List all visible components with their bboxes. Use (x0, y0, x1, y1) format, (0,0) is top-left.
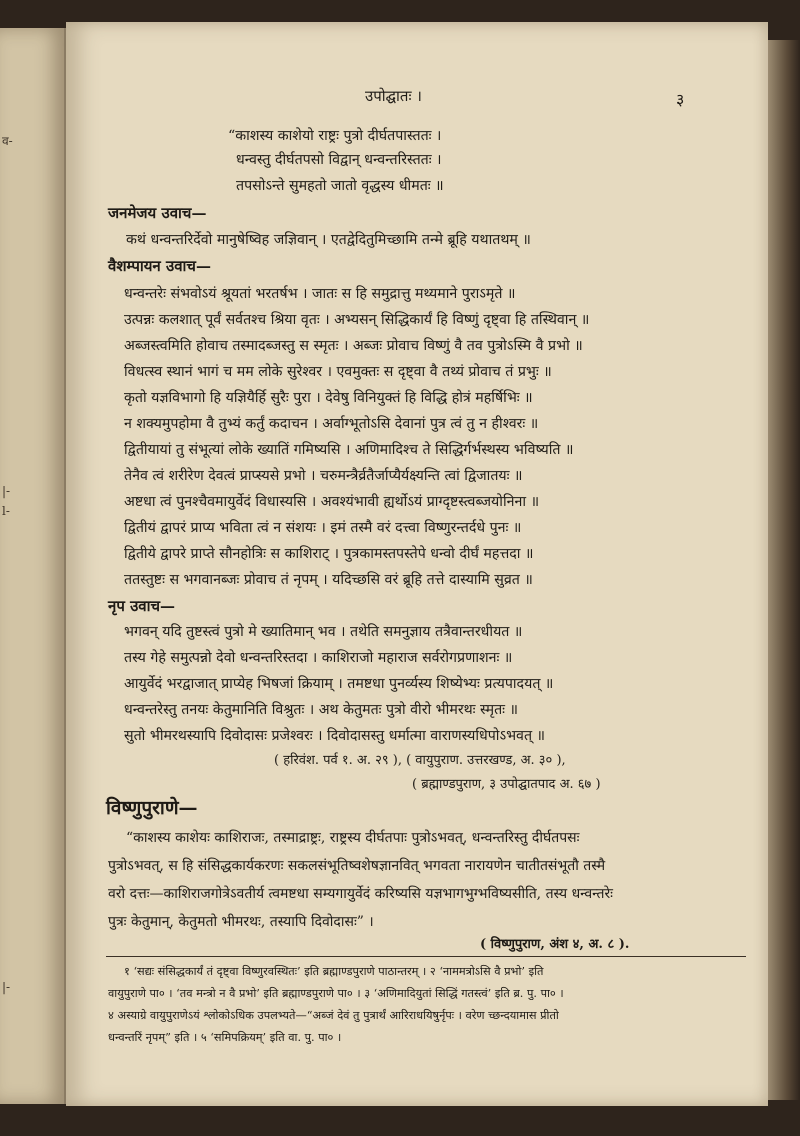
page-fore-edge (768, 40, 800, 1100)
speaker-heading: जनमेजय उवाच— (108, 204, 207, 222)
verse-line: आयुर्वेदं भरद्वाजात् प्राप्येह भिषजां क्रियाम् । तमष्टधा पुनर्व्यस्य शिष्येभ्यः प्रत्यपादयत् ॥ (124, 676, 554, 692)
verse-line: भगवन् यदि तुष्टस्त्वं पुत्रो मे ख्यातिमान् भव । तथेति समनुज्ञाय तत्रैवान्तरधीयत ॥ (124, 624, 523, 640)
margin-mark: |- (2, 980, 11, 994)
verse-line: अष्टधा त्वं पुनश्चैवमायुर्वेदं विधास्यसि । अवश्यंभावी ह्यर्थोऽयं प्राग्दृष्टस्त्वब्जयोनिना ॥ (124, 494, 540, 510)
prose-line: “काशस्य काशेयः काशिराजः, तस्माद्राष्ट्रः, राष्ट्रस्य दीर्घतपाः पुत्रोऽभवत्, धन्वन्तरिस्तु दीर्घतपसः (126, 830, 580, 846)
verse-line: धन्वन्तरेस्तु तनयः केतुमानिति विश्रुतः । अथ केतुमतः पुत्रो वीरो भीमरथः स्मृतः ॥ (124, 702, 519, 718)
verse-line: ततस्तुष्टः स भगवानब्जः प्रोवाच तं नृपम् । यदिच्छसि वरं ब्रूहि तत्ते दास्यामि सुव्रत ॥ (124, 572, 533, 588)
verse-line: धन्वस्तु दीर्घतपसो विद्वान् धन्वन्तरिस्ततः । (236, 152, 442, 168)
verse-line: तस्य गेहे समुत्पन्नो देवो धन्वन्तरिस्तदा । काशिराजो महाराज सर्वरोगप्रणाशनः ॥ (124, 650, 513, 666)
verse-line: द्वितीयायां तु संभूत्यां लोके ख्यातिं गमिष्यसि । अणिमादिश्च ते सिद्धिर्गर्भस्थस्य भविष्यति ॥ (124, 442, 574, 458)
citation: ( विष्णुपुराण, अंश ४, अ. ८ ). (480, 937, 630, 952)
margin-mark: व- (2, 134, 13, 148)
verse-line: “काशस्य काशेयो राष्ट्रः पुत्रो दीर्घतपास्ततः । (228, 128, 442, 144)
citation: ( हरिवंश. पर्व १. अ. २९ ), ( वायुपुराण. उत्तरखण्ड, अ. ३० ), (274, 753, 566, 768)
footnote-divider (106, 956, 746, 957)
verse-line: कथं धन्वन्तरिर्देवो मानुषेष्विह जज्ञिवान् । एतद्वेदितुमिच्छामि तन्मे ब्रूहि यथातथम् ॥ (126, 232, 531, 248)
verse-line: विधत्स्व स्थानं भागं च मम लोके सुरेश्वर । एवमुक्तः स दृष्ट्वा वै तथ्यं प्रोवाच तं प्रभुः ॥ (124, 364, 552, 380)
prose-line: पुत्रोऽभवत्, स हि संसिद्धकार्यकरणः सकलसंभूतिष्वशेषज्ञानवित् भगवता नारायणेन चातीतसंभूतौ तस्मै (108, 858, 606, 874)
margin-mark: l- (2, 504, 10, 518)
verse-line: सुतो भीमरथस्यापि दिवोदासः प्रजेश्वरः । दिवोदासस्तु धर्मात्मा वाराणस्यधिपोऽभवत् ॥ (124, 728, 546, 744)
left-page-edge (0, 28, 67, 1104)
citation: ( ब्रह्माण्डपुराण, ३ उपोद्घातपाद अ. ६७ ) (412, 777, 601, 792)
verse-line: द्वितीयं द्वापरं प्राप्य भविता त्वं न संशयः । इमं तस्मै वरं दत्त्वा विष्णुरन्तर्दधे पुनः ॥ (124, 520, 522, 536)
verse-line: धन्वन्तरेः संभवोऽयं श्रूयतां भरतर्षभ । जातः स हि समुद्रात्तु मथ्यमाने पुराऽमृते ॥ (124, 286, 516, 302)
verse-line: कृतो यज्ञविभागो हि यज्ञियैर्हि सुरैः पुरा । देवेषु विनियुक्तं हि विद्धि होत्रं महर्षिभिः ॥ (124, 390, 533, 406)
footnote-line: धन्वन्तरिं नृपम्” इति । ५ ‘समिपक्रियम्’ इति वा. पु. पा० । (108, 1031, 342, 1044)
speaker-heading: नृप उवाच— (108, 597, 176, 615)
verse-line: तेनैव त्वं शरीरेण देवत्वं प्राप्स्यसे प्रभो । चरुमन्त्रैर्व्रतैर्जाप्यैर्यक्ष्यन्ति त्वां द्विजातयः ॥ (124, 468, 523, 484)
prose-line: वरो दत्तः—काशिराजगोत्रेऽवतीर्य त्वमष्टधा सम्यगायुर्वेदं करिष्यसि यज्ञभागभुग्भविष्यसीति, तस्य धन्वन्तरेः (108, 886, 613, 902)
speaker-heading: वैशम्पायन उवाच— (108, 257, 211, 275)
verse-line: न शक्यमुपहोमा वै तुभ्यं कर्तुं कदाचन । अर्वाग्भूतोऽसि देवानां पुत्र त्वं तु न हीश्वरः ॥ (124, 416, 539, 432)
verse-line: द्वितीये द्वापरे प्राप्ते सौनहोत्रिः स काशिराट् । पुत्रकामस्तपस्तेपे धन्वो दीर्घं महत्तदा ॥ (124, 546, 534, 562)
section-heading: विष्णुपुराणे— (106, 797, 198, 819)
prose-line: पुत्रः केतुमान्, केतुमतो भीमरथः, तस्यापि दिवोदासः” । (108, 914, 374, 930)
running-header: उपोद्घातः । (365, 87, 422, 105)
verse-line: अब्जस्त्वमिति होवाच तस्मादब्जस्तु स स्मृतः । अब्जः प्रोवाच विष्णुं वै तव पुत्रोऽस्मि वै प्रभो ॥ (124, 338, 583, 354)
page-number: ३ (676, 90, 685, 109)
footnote-line: ४ अस्याग्रे वायुपुराणेऽयं श्लोकोऽधिक उपलभ्यते—“अब्जं देवं तु पुत्रार्थं आरिराधयिषुर्नृपः । वरेण च्छन्दयामास प्रीतो (108, 1009, 559, 1022)
verse-line: तपसोऽन्ते सुमहतो जातो वृद्धस्य धीमतः ॥ (236, 178, 444, 194)
footnote-line: वायुपुराणे पा० । ‘तव मन्त्रो न वै प्रभो’ इति ब्रह्माण्डपुराणे पा० । ३ ‘अणिमादियुतां सिद्धिं गतस्त्वं’ इति ब्र. पु. पा० । (108, 987, 564, 1000)
margin-mark: |- (2, 484, 11, 498)
footnote-line: १ ‘सद्यः संसिद्धकार्यं तं दृष्ट्वा विष्णुरवस्थितः’ इति ब्रह्माण्डपुराणे पाठान्तरम् । २ ‘नाममत्रोऽसि वै प्रभो’ इति (124, 965, 544, 978)
verse-line: उत्पन्नः कलशात् पूर्वं सर्वतश्च श्रिया वृतः । अभ्यसन् सिद्धिकार्यं हि विष्णुं दृष्ट्वा हि तस्थिवान् ॥ (124, 312, 590, 328)
